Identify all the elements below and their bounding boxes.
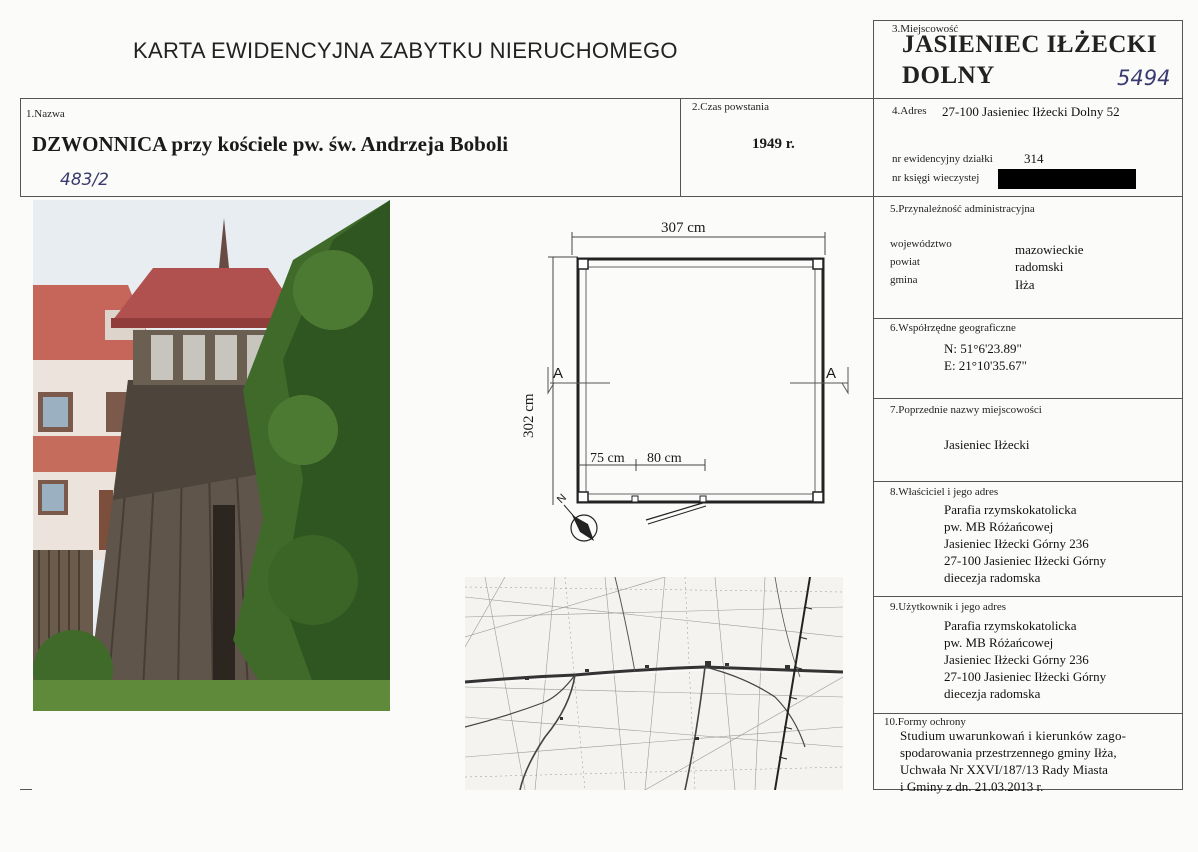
section-5-label: 5.Przynależność administracyjna bbox=[890, 203, 1035, 215]
user-line: Parafia rzymskokatolicka bbox=[944, 618, 1077, 633]
plan-section-label-left: A bbox=[553, 365, 564, 382]
coord-east: E: 21°10'35.67" bbox=[944, 358, 1027, 373]
frame-dot-left-bottom bbox=[20, 789, 32, 790]
frame-col-date-left bbox=[680, 98, 681, 197]
user-line: pw. MB Różańcowej bbox=[944, 635, 1054, 650]
section-3-label: 3.Miejscowość bbox=[892, 23, 959, 35]
frame-header-bottom bbox=[20, 98, 1183, 99]
frame-right-border bbox=[1182, 20, 1183, 790]
plan-section-label-right: A bbox=[826, 365, 837, 382]
plan-height-label: 302 cm bbox=[521, 393, 537, 438]
admin-value-voivodeship: mazowieckie bbox=[1015, 242, 1084, 257]
frame-sec9-top bbox=[873, 596, 1183, 597]
section-1-label: 1.Nazwa bbox=[26, 108, 65, 120]
admin-value-commune: Iłża bbox=[1015, 277, 1035, 292]
section-2-label: 2.Czas powstania bbox=[692, 101, 769, 113]
plan-door-width-label: 80 cm bbox=[647, 451, 682, 466]
frame-row2-bottom bbox=[20, 196, 1183, 197]
floor-plan bbox=[520, 215, 870, 555]
admin-key-commune: gmina bbox=[890, 274, 918, 286]
section-4-label: 4.Adres bbox=[892, 105, 927, 117]
frame-sec10-top bbox=[873, 713, 1183, 714]
frame-sec7-top bbox=[873, 398, 1183, 399]
section-8-label: 8.Właściciel i jego adres bbox=[890, 486, 999, 498]
frame-col-right-left bbox=[873, 20, 874, 790]
frame-top-line bbox=[873, 20, 1183, 21]
belfry-photo-drawing bbox=[33, 200, 390, 711]
plan-width-label: 307 cm bbox=[661, 220, 706, 236]
protection-line: Studium uwarunkowań i kierunków zago- bbox=[900, 728, 1127, 743]
user-line: diecezja radomska bbox=[944, 686, 1041, 701]
owner-address-block bbox=[944, 501, 1106, 586]
previous-name-value: Jasieniec Iłżecki bbox=[944, 437, 1030, 452]
section-6-label: 6.Współrzędne geograficzne bbox=[890, 322, 1016, 334]
parcel-value: 314 bbox=[1024, 151, 1044, 166]
frame-sec8-top bbox=[873, 481, 1183, 482]
location-map bbox=[465, 577, 843, 790]
belfry-photo bbox=[33, 200, 390, 711]
user-line: 27-100 Jasieniec Iłżecki Górny bbox=[944, 669, 1107, 684]
handwritten-inventory-number: 483/2 bbox=[60, 170, 109, 190]
card-title: KARTA EWIDENCYJNA ZABYTKU NIERUCHOMEGO bbox=[133, 38, 678, 63]
protection-block bbox=[900, 727, 1185, 795]
coord-north: N: 51°6'23.89" bbox=[944, 341, 1022, 356]
protection-line: spodarowania przestrzennego gminy Iłża, bbox=[900, 745, 1117, 760]
parcel-label: nr ewidencyjny działki bbox=[892, 153, 993, 165]
address-value: 27-100 Jasieniec Iłżecki Dolny 52 bbox=[942, 104, 1120, 119]
plan-door-left-label: 75 cm bbox=[590, 451, 625, 466]
user-line: Jasieniec Iłżecki Górny 236 bbox=[944, 652, 1089, 667]
plan-north-label: N bbox=[554, 491, 570, 507]
owner-line: Jasieniec Iłżecki Górny 236 bbox=[944, 536, 1089, 551]
protection-line: i Gminy z dn. 21.03.2013 r. bbox=[900, 779, 1044, 794]
frame-left-border bbox=[20, 98, 21, 197]
handwritten-register-number: 5494 bbox=[1117, 66, 1171, 90]
floor-plan-drawing bbox=[520, 215, 870, 555]
user-address-block bbox=[944, 617, 1106, 702]
owner-line: pw. MB Różańcowej bbox=[944, 519, 1054, 534]
owner-line: Parafia rzymskokatolicka bbox=[944, 502, 1077, 517]
redaction-block bbox=[998, 169, 1136, 189]
monument-name: DZWONNICA przy kościele pw. św. Andrzeja Boboli bbox=[32, 132, 509, 156]
admin-key-voivodeship: województwo bbox=[890, 238, 952, 250]
creation-date: 1949 r. bbox=[752, 136, 795, 152]
location-map-drawing bbox=[465, 577, 843, 790]
section-7-label: 7.Poprzednie nazwy miejscowości bbox=[890, 404, 1042, 416]
protection-line: Uchwała Nr XXVI/187/13 Rady Miasta bbox=[900, 762, 1108, 777]
section-10-label: 10.Formy ochrony bbox=[884, 716, 966, 728]
owner-line: 27-100 Jasieniec Iłżecki Górny bbox=[944, 553, 1107, 568]
admin-value-county: radomski bbox=[1015, 259, 1064, 274]
admin-key-county: powiat bbox=[890, 256, 920, 268]
locality-name-line2: DOLNY bbox=[902, 62, 995, 89]
section-9-label: 9.Użytkownik i jego adres bbox=[890, 601, 1007, 613]
frame-sec6-top bbox=[873, 318, 1183, 319]
locality-name-line1: JASIENIEC IŁŻECKI bbox=[902, 31, 1158, 58]
land-register-label: nr księgi wieczystej bbox=[892, 172, 980, 184]
owner-line: diecezja radomska bbox=[944, 570, 1041, 585]
